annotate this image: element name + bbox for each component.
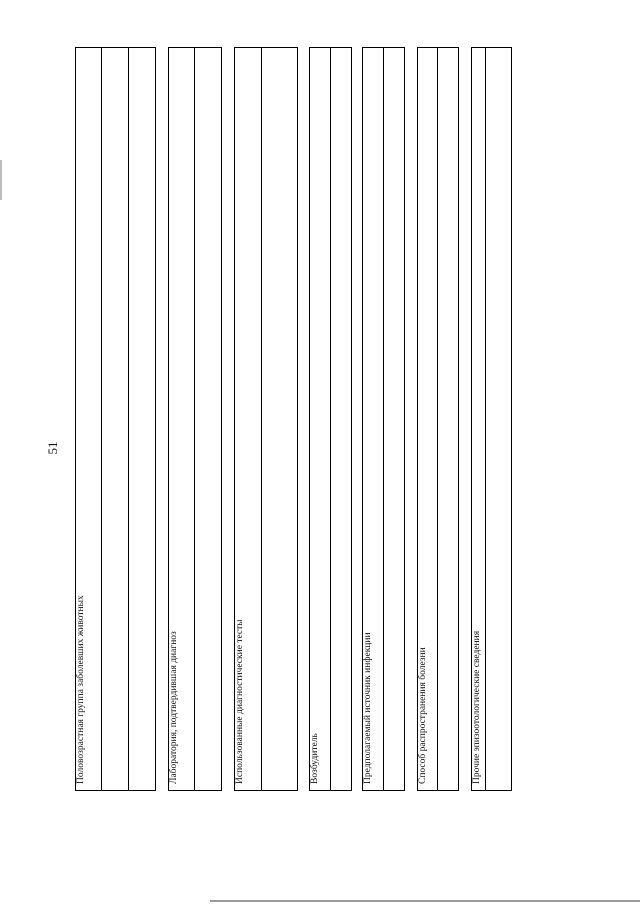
table-entry-cell[interactable] [437, 48, 458, 790]
table-entry-cell[interactable] [383, 48, 404, 790]
table-header-label: Предполагаемый источник инфекции [363, 632, 373, 784]
table-header-label: Использованные диагностические тесты [235, 619, 245, 784]
table-header-label: Половозрастная группа заболевших животных [76, 595, 86, 784]
table-entry-cell[interactable] [101, 48, 128, 790]
scan-edge-mark [0, 160, 2, 200]
page-number: 51 [45, 441, 60, 455]
table-header-cell [363, 48, 383, 790]
table-entry-cell[interactable] [330, 48, 351, 790]
table-header-label: Прочие эпизоотологические сведения [472, 630, 482, 784]
table-entry-cell[interactable] [261, 48, 297, 790]
form-table-age-sex-group [75, 47, 156, 791]
table-header-cell [418, 48, 437, 790]
table-header-cell [472, 48, 485, 790]
table-header-cell [169, 48, 194, 790]
form-table-diagnostic-tests [234, 47, 298, 791]
table-header-label: Возбудитель [310, 733, 320, 784]
table-entry-cell[interactable] [128, 48, 155, 790]
table-entry-cell[interactable] [194, 48, 221, 790]
table-header-cell [235, 48, 261, 790]
form-table-other-epizootic-info [471, 47, 512, 791]
table-header-label: Способ распространения болезни [418, 647, 428, 784]
scan-edge-mark [210, 900, 640, 902]
table-header-label: Лаборатория, подтвердившая диагноз [169, 631, 179, 784]
form-table-spread-method [417, 47, 459, 791]
form-table-infection-source [362, 47, 405, 791]
form-table-laboratory [168, 47, 222, 791]
table-header-cell [310, 48, 330, 790]
table-header-cell [76, 48, 101, 790]
form-table-pathogen [309, 47, 352, 791]
table-entry-cell[interactable] [485, 48, 511, 790]
